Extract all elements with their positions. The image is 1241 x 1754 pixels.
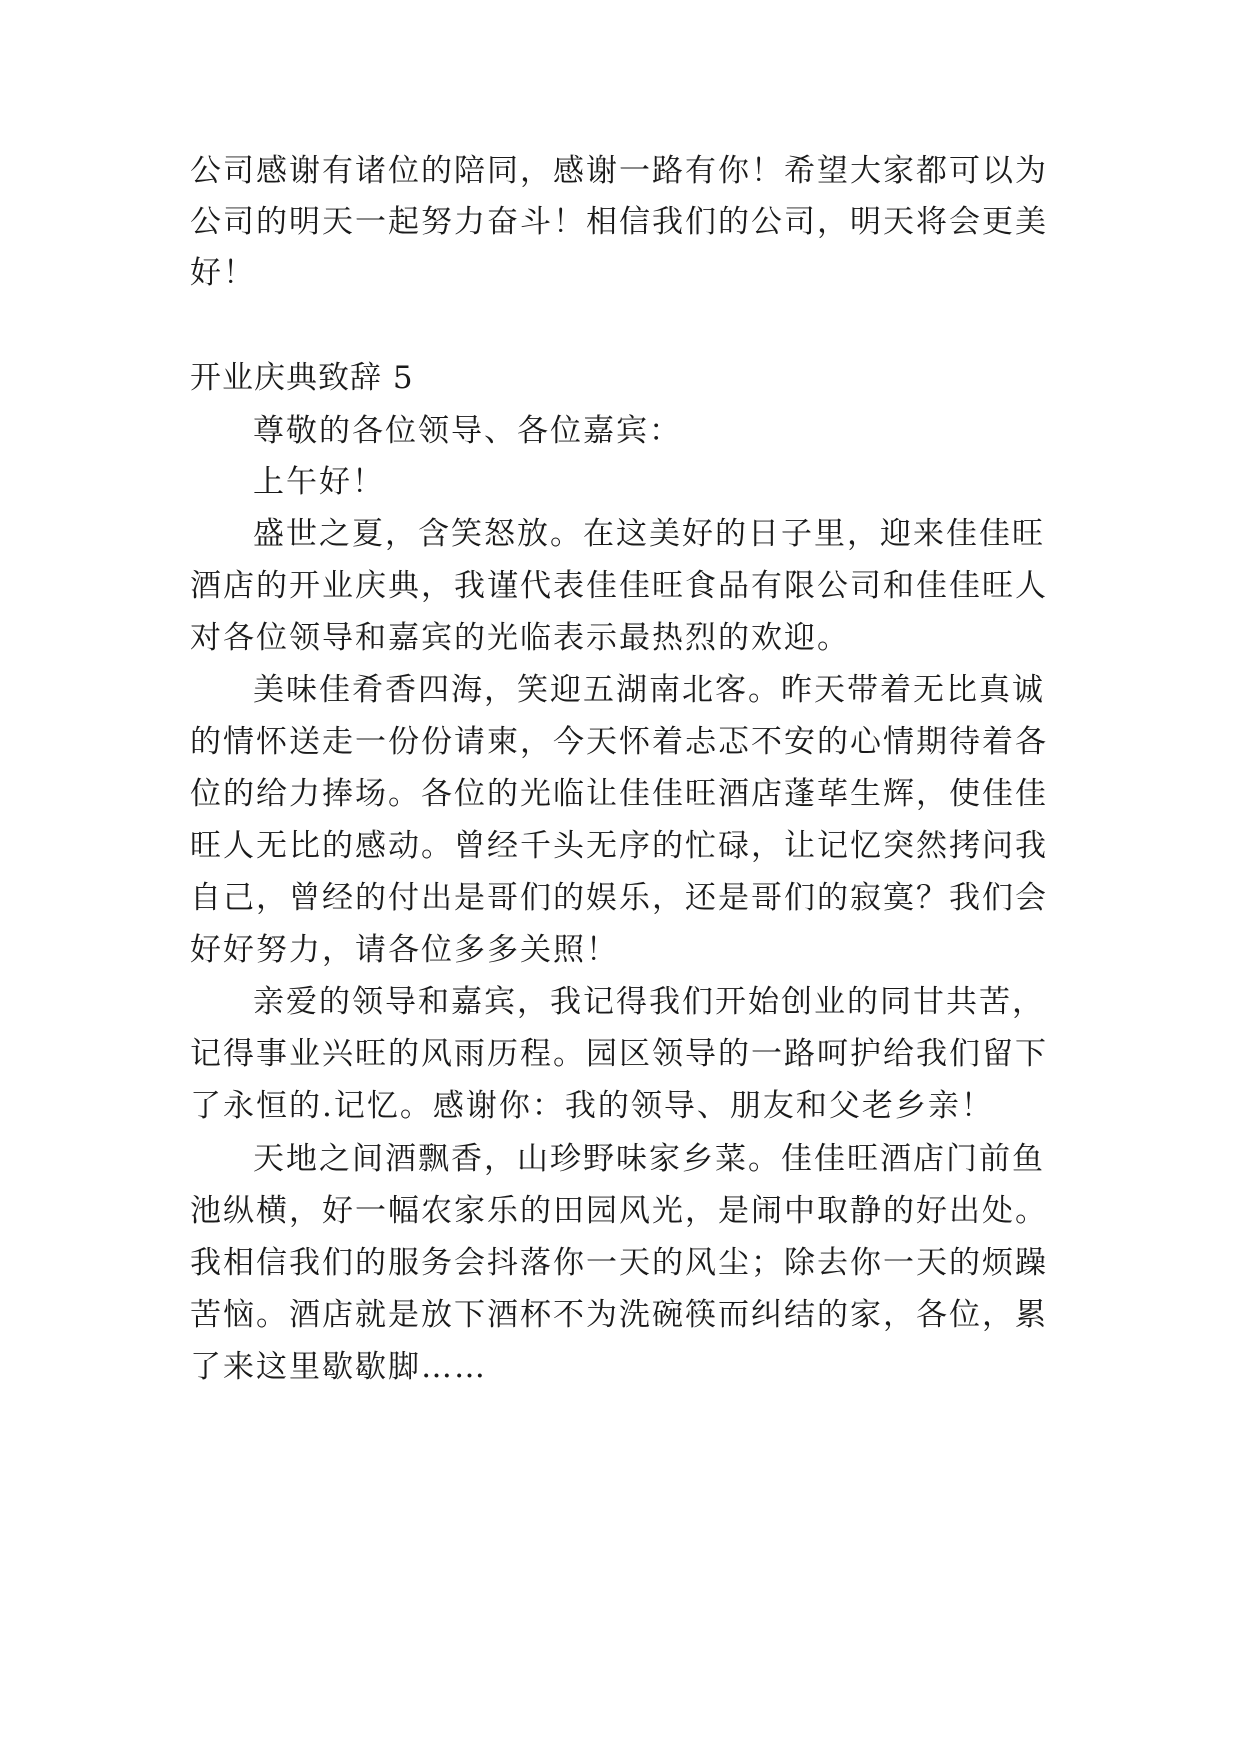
paragraph-line: 池纵横，好一幅农家乐的田园风光，是闹中取静的好出处。 bbox=[190, 1193, 1048, 1229]
paragraph-line: 自己，曾经的付出是哥们的娱乐，还是哥们的寂寞？我们会 bbox=[190, 880, 1048, 916]
paragraph-line: 的情怀送走一份份请柬，今天怀着忐忑不安的心情期待着各 bbox=[190, 724, 1048, 760]
greeting-line: 上午好！ bbox=[253, 464, 385, 500]
paragraph-line: 了永恒的.记忆。感谢你：我的领导、朋友和父老乡亲！ bbox=[190, 1088, 994, 1124]
paragraph-line: 亲爱的领导和嘉宾，我记得我们开始创业的同甘共苦， bbox=[253, 984, 1045, 1020]
paragraph-line: 美味佳肴香四海，笑迎五湖南北客。昨天带着无比真诚 bbox=[253, 672, 1045, 708]
intro-line: 好！ bbox=[190, 255, 256, 291]
paragraph-line: 好好努力，请各位多多关照！ bbox=[190, 932, 619, 968]
paragraph-line: 苦恼。酒店就是放下酒杯不为洗碗筷而纠结的家，各位，累 bbox=[190, 1297, 1048, 1333]
paragraph-line: 记得事业兴旺的风雨历程。园区领导的一路呵护给我们留下 bbox=[190, 1036, 1048, 1072]
paragraph-line: 我相信我们的服务会抖落你一天的风尘；除去你一天的烦躁 bbox=[190, 1245, 1048, 1281]
intro-line: 公司的明天一起努力奋斗！相信我们的公司，明天将会更美 bbox=[190, 204, 1048, 240]
paragraph-line: 天地之间酒飘香，山珍野味家乡菜。佳佳旺酒店门前鱼 bbox=[253, 1141, 1045, 1177]
salutation-line: 尊敬的各位领导、各位嘉宾： bbox=[253, 413, 682, 449]
intro-line: 公司感谢有诸位的陪同，感谢一路有你！希望大家都可以为 bbox=[190, 153, 1048, 189]
paragraph-line: 对各位领导和嘉宾的光临表示最热烈的欢迎。 bbox=[190, 620, 850, 656]
section-title: 开业庆典致辞 5 bbox=[190, 360, 414, 396]
paragraph-line: 位的给力捧场。各位的光临让佳佳旺酒店蓬荜生辉，使佳佳 bbox=[190, 776, 1048, 812]
paragraph-line: 盛世之夏，含笑怒放。在这美好的日子里，迎来佳佳旺 bbox=[253, 516, 1045, 552]
paragraph-line: 酒店的开业庆典，我谨代表佳佳旺食品有限公司和佳佳旺人 bbox=[190, 568, 1048, 604]
paragraph-line: 了来这里歇歇脚…… bbox=[190, 1349, 487, 1385]
paragraph-line: 旺人无比的感动。曾经千头无序的忙碌，让记忆突然拷问我 bbox=[190, 828, 1048, 864]
